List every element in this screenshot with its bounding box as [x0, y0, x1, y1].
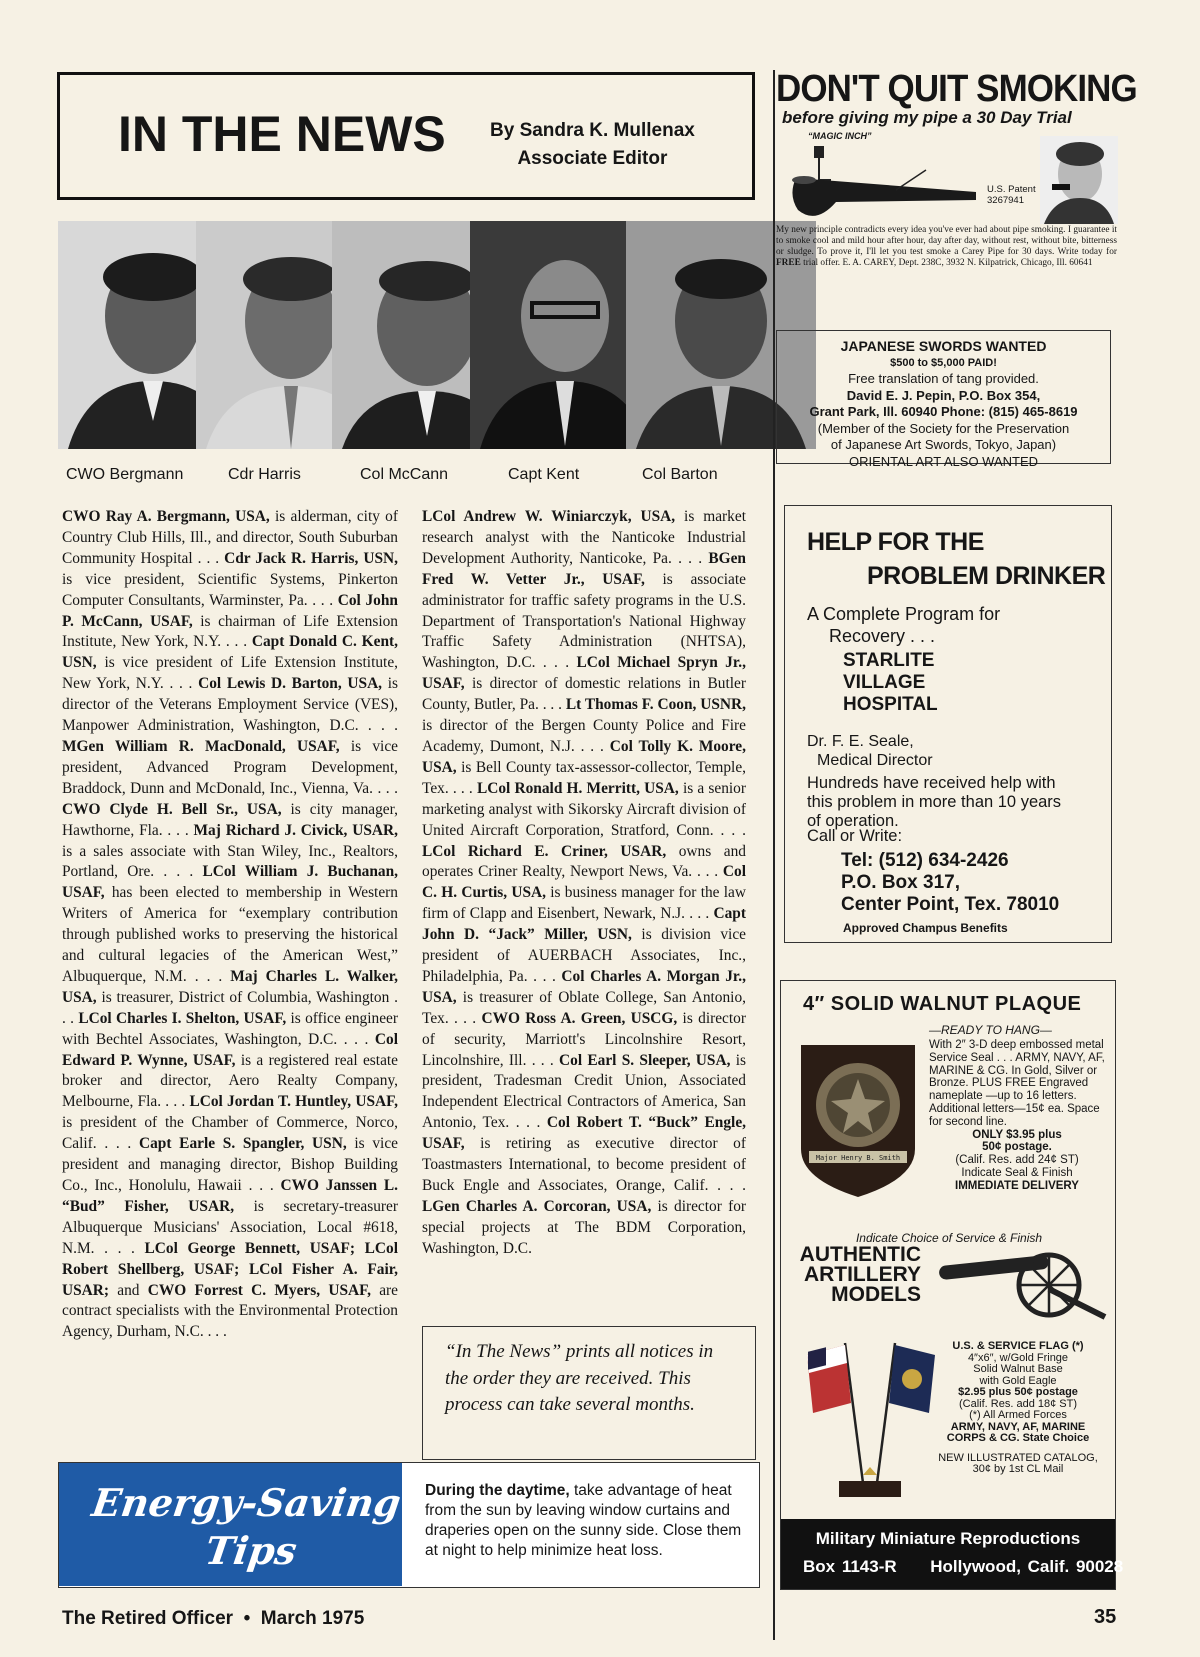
drinker-ad-doctor: Dr. F. E. Seale, [807, 733, 914, 750]
plaque-indicate: Indicate Seal & Finish [961, 1166, 1073, 1179]
news-item-text: is director for special projects at The BDM Corporation, Washington, D.C. [422, 1197, 747, 1257]
news-column-1 [62, 507, 398, 1343]
energy-tips-title [82, 1479, 403, 1575]
caption-barton: Col Barton [642, 466, 718, 483]
news-item-name: Maj Charles L. Walker, USA, [62, 967, 398, 1006]
swords-ad-line4: (Member of the Society for the Preservation [817, 420, 1070, 436]
swords-ad-line6: ORIENTAL ART ALSO WANTED [848, 453, 1039, 469]
news-item-text: has been elected to membership in Western Writers of America for “exemplary contribution through published works to preserving the historical and cultural legacies of the American West,” Albuquerque, N.M. . . . [62, 884, 398, 985]
byline [490, 117, 695, 173]
swords-ad-price: $500 to $5,000 PAID! [890, 356, 997, 369]
swords-ad [776, 330, 1111, 469]
plaque-ad [780, 980, 1124, 1590]
swords-ad-line1: Free translation of tang provided. [848, 371, 1039, 386]
artillery-line1: AUTHENTIC [799, 1243, 921, 1266]
energy-title-line2: Tips [202, 1528, 300, 1573]
plaque-ad-title: 4″ SOLID WALNUT PLAQUE [803, 993, 1082, 1015]
drinker-ad-phone: Tel: (512) 634-2426 [841, 850, 1009, 871]
news-item-name: Col John P. McCann, USAF, [62, 591, 398, 630]
plaque-choice: Indicate Choice of Service & Finish [855, 1231, 1043, 1245]
news-item-text: is Bell County tax-assessor-collector, Temple, Tex. . . . [422, 758, 746, 797]
caption-bergmann: CWO Bergmann [66, 466, 184, 483]
smoking-ad-subtitle: before giving my pipe a 30 Day Trial [782, 108, 1072, 127]
swords-ad-title: JAPANESE SWORDS WANTED [840, 338, 1047, 354]
plaque-postage: 50¢ postage. [982, 1141, 1052, 1154]
patent-line2: 3267941 [987, 195, 1024, 206]
news-item-name: LCol Michael Spryn Jr., USAF, [422, 654, 746, 693]
swords-ad-line2: David E. J. Pepin, P.O. Box 354, [846, 387, 1041, 403]
news-item-text: is treasurer of Oblate College, San Antonio, Tex. . . . [422, 988, 746, 1027]
drinker-ad-pobox: P.O. Box 317, [841, 872, 960, 893]
news-item-name: Col Robert T. “Buck” Engle, USAF, [422, 1114, 746, 1153]
drinker-ad-claim-line1: Hundreds have received help with [807, 774, 1056, 792]
news-item-text: are contract specialists with the Environmental Protection Agency, Durham, N.C. . . . [62, 1281, 398, 1341]
news-item-name: LCol Richard E. Criner, USAR, [422, 842, 667, 860]
flags-icon [795, 1333, 945, 1503]
drinker-ad-claim-line3: of operation. [807, 812, 899, 830]
flag-line: ARMY, NAVY, AF, MARINE [950, 1420, 1086, 1433]
news-item-text: is city manager, Hawthorne, Fla. . . . [62, 800, 398, 839]
flag-line: (Calif. Res. add 18¢ ST) [959, 1397, 1077, 1410]
plaque-tax: (Calif. Res. add 24¢ ST) [955, 1154, 1079, 1167]
drinker-ad-champus: Approved Champus Benefits [843, 921, 1008, 935]
news-item-text: is treasurer, District of Columbia, Washington . . . [62, 988, 398, 1027]
news-item-name: Capt John D. “Jack” Miller, USN, [422, 905, 746, 944]
news-item-name: BGen Fred W. Vetter Jr., USAF, [422, 549, 746, 588]
swords-ad-line5: of Japanese Art Swords, Tokyo, Japan) [830, 437, 1057, 452]
news-item-name: Maj Richard J. Civick, USAR, [193, 821, 399, 839]
flag-line: CORPS & CG. State Choice [946, 1432, 1090, 1444]
news-item-name: LCol Andrew W. Winiarczyk, USA, [422, 508, 676, 525]
hospital-name-line1: STARLITE [843, 650, 935, 671]
flag-line: with Gold Eagle [979, 1374, 1057, 1387]
news-item-name: Col Lewis D. Barton, USA, [198, 675, 383, 693]
news-item-name: LCol Ronald H. Merritt, USA, [476, 779, 679, 797]
news-item-name: Col Charles A. Morgan Jr., USA, [422, 967, 747, 1006]
plaque-delivery: IMMEDIATE DELIVERY [955, 1179, 1079, 1192]
artillery-line2: ARTILLERY [803, 1263, 921, 1286]
news-item-name: Capt Donald C. Kent, USN, [62, 633, 398, 672]
news-item-text: is vice president of Life Extension Institute, New York, N.Y. . . . [62, 654, 398, 693]
news-item-text: is president, Tradesman Credit Union, Associated Independent Electrical Contractors of America, San Antonio, Tex. . . . [422, 1051, 746, 1132]
caption-kent: Capt Kent [508, 466, 580, 483]
plaque-ad-ready: —READY TO HANG— [929, 1023, 1052, 1037]
flag-line: (*) All Armed Forces [969, 1409, 1067, 1421]
drinker-ad-claim-line2: this problem in more than 10 years [807, 793, 1062, 811]
news-item-name: LGen Charles A. Corcoran, USA, [422, 1197, 652, 1215]
flag-line: Solid Walnut Base [973, 1363, 1063, 1375]
drinker-ad-city: Center Point, Tex. 78010 [841, 894, 1060, 915]
news-item-text: is vice president and managing director, Bishop Building Co., Inc., Honolulu, Hawaii . . . [62, 1135, 398, 1194]
news-item-text: is market research analyst with the Nanticoke Industrial Development Authority, Nanticoke, Pa. . . . [422, 508, 746, 567]
news-item-name: Col Earl S. Sleeper, USA, [559, 1051, 731, 1069]
energy-tips-banner [59, 1463, 402, 1586]
plaque-footer-address: Box 1143-R Hollywood, Calif. 90028 [803, 1557, 1124, 1576]
section-logo: IN THE NEWS [118, 106, 446, 162]
news-item-text: is division vice president of AUERBACH Associates, Inc., Philadelphia, Pa. . . . [422, 926, 747, 985]
news-item-text: is vice president, Advanced Program Development, Braddock, Dunn and McDonald, Inc., Vienna, Va. . . . [62, 737, 398, 797]
news-item-text: is director of the Veterans Employment Service (VES), Manpower Administration, Washington, D.C. . . . [62, 675, 398, 735]
cannon-icon [929, 1239, 1109, 1321]
news-item-name: LCol William J. Buchanan, USAF, [62, 863, 399, 902]
news-item-text: and [109, 1281, 148, 1299]
news-item-name: Col Edward P. Wynne, USAF, [62, 1030, 398, 1069]
caption-harris: Cdr Harris [228, 466, 301, 483]
flag-line: 30¢ by 1st CL Mail [972, 1463, 1064, 1475]
news-item-name: CWO Ray A. Bergmann, USA, [62, 508, 270, 525]
drinker-ad-doctor-title: Medical Director [817, 752, 933, 769]
swords-ad-line3: Grant Park, Ill. 60940 Phone: (815) 465-8619 [809, 404, 1078, 419]
drinker-ad-claim [807, 774, 1061, 831]
news-item-name: LCol Charles I. Shelton, USAF, [78, 1009, 287, 1027]
plaque-footer-company: Military Miniature Reproductions [815, 1529, 1081, 1548]
flag-line: U.S. & SERVICE FLAG (*) [952, 1340, 1084, 1352]
energy-title-line1: Energy-Saving [89, 1480, 404, 1525]
drinker-ad-heading1: HELP FOR THE [807, 528, 984, 556]
column-divider [773, 70, 775, 1640]
smoking-ad-title: DON'T QUIT SMOKING [776, 68, 1137, 110]
plaque-shield-icon [793, 1039, 923, 1199]
news-item-name: Cdr Jack R. Harris, USN, [224, 549, 398, 567]
news-item-text: is president of the Chamber of Commerce, Norco, Calif. . . . [62, 1114, 398, 1153]
news-item-name: CWO Ross A. Green, USCG, [481, 1009, 678, 1027]
publication-footer: The Retired Officer • March 1975 [62, 1608, 365, 1629]
smoking-ad-text-b: trial offer. E. A. CAREY, Dept. 238C, 3932 N. Kilpatrick, Chicago, Ill. 60641 [800, 258, 1093, 268]
drinker-ad-call: Call or Write: [807, 827, 903, 845]
news-item-name: CWO Janssen L. “Bud” Fisher, USAR, [62, 1177, 399, 1215]
news-item-text: is office engineer with Bechtel Associates, Washington, D.C. . . . [62, 1009, 398, 1048]
notice-box: “In The News” prints all notices in the order they are received. This process can take several months. [422, 1326, 756, 1460]
news-item-text: is a sales associate with Stan Wiley, Inc., Realtors, Portland, Ore. . . . [62, 842, 398, 881]
news-item-text: is chairman of Life Extension Institute, New York, N.Y. . . . [62, 612, 398, 651]
energy-tips-body: take advantage of heat from the sun by leaving window curtains and draperies open on the sunny side. Close them at night to help minimize heat loss. [425, 1482, 742, 1559]
smoking-ad-text-a: My new principle contradicts every idea you've ever had about pipe smoking. I guarantee it to smoke cool and mild hour after hour, day after day, without rest, without bite, bitterness or sludge. To prove it, I'll let you test smoke a Carey Pipe for 30 days. Write today for [776, 225, 1117, 257]
energy-tips-box [58, 1462, 760, 1588]
flag-line: $2.95 plus 50¢ postage [958, 1386, 1078, 1398]
news-item-name: MGen William R. MacDonald, USAF, [62, 737, 340, 755]
news-item-text: is associate administrator for traffic safety programs in the U.S. Department of Transportation's National Highway Traffic Safety Administration (NHTSA), Washington, D.C. . . . [422, 570, 746, 672]
news-item-text: is business manager for the law firm of Clapp and Eisenbert, Newark, N.J. . . . [422, 884, 746, 923]
news-item-name: LCol Jordan T. Huntley, USAF, [189, 1093, 398, 1111]
page-number: 35 [1094, 1606, 1117, 1628]
smoker-portrait [1040, 136, 1118, 224]
hospital-name-line3: HOSPITAL [843, 694, 938, 715]
news-item-text: is vice president, Scientific Systems, Pinkerton Computer Consultants, Warminster, Pa. . . . [62, 570, 398, 609]
drinker-ad-program: A Complete Program for [807, 604, 1001, 624]
plaque-desc: With 2″ 3-D deep embossed metal Service Seal . . . ARMY, NAVY, AF, MARINE & CG. In Gold, Silver or Bronze. PLUS FREE Engraved nameplate —up to 16 letters. Additional letters—15¢ ea. Space for second line. [929, 1039, 1105, 1128]
smoking-ad-text [776, 225, 1117, 269]
news-item-text: owns and operates Criner Realty, Newport News, Va. . . . [422, 842, 746, 881]
news-item-name: CWO Forrest C. Myers, USAF, [147, 1281, 371, 1299]
news-item-text: is director of domestic relations in Butler County, Butler, Pa. . . . [422, 675, 746, 714]
news-item-name: Col Tolly K. Moore, USA, [422, 737, 746, 776]
news-item-name: Lt Thomas F. Coon, USNR, [565, 696, 746, 714]
author-role: Associate Editor [517, 148, 668, 169]
drinker-ad-recovery: Recovery . . . [829, 626, 936, 646]
news-item-name: CWO Clyde H. Bell Sr., USA, [62, 800, 282, 818]
plaque-price: ONLY $3.95 plus [972, 1128, 1062, 1141]
pipe-icon [776, 140, 996, 225]
author-name: By Sandra K. Mullenax [490, 120, 695, 141]
hospital-name-line2: VILLAGE [843, 672, 926, 693]
artillery-line3: MODELS [831, 1283, 921, 1306]
plaque-ad-footer [781, 1519, 1124, 1589]
drinker-ad-heading2: PROBLEM DRINKER [867, 562, 1106, 590]
patent-label [987, 184, 1036, 206]
artillery-title [797, 1245, 921, 1305]
plaque-nameplate: Major Henry B. Smith [815, 1154, 901, 1162]
news-item-text: is a registered real estate broker and director, Aero Realty Company, Melbourne, Fla. . . . [62, 1051, 399, 1111]
flag-ad-text [929, 1341, 1107, 1476]
news-item-text: is secretary-treasurer Albuquerque Musicians' Association, Local #618, N.M. . . . [62, 1197, 398, 1257]
smoking-ad-free: FREE [776, 258, 801, 268]
flag-line: 4″x6″, w/Gold Fringe [967, 1351, 1069, 1364]
caption-mccann: Col McCann [360, 466, 449, 483]
flag-line: NEW ILLUSTRATED CATALOG, [938, 1451, 1098, 1464]
news-item-text: is director of the Bergen County Police and Fire Academy, Dumont, N.J. . . . [422, 717, 746, 755]
news-item-name: Col C. H. Curtis, USA, [422, 863, 746, 902]
news-item-text: is retiring as executive director of Toastmasters International, to become president of Buck Engle and Associates, Orange, Calif. . . . [422, 1135, 746, 1194]
drinker-ad [784, 505, 1112, 943]
news-item-text: is director of security, Marriott's Lincolnshire Resort, Lincolnshire, Ill. . . . [422, 1009, 746, 1069]
news-item-text: is alderman, city of Country Club Hills, Ill., and director, South Suburban Community Hospital . . . [62, 508, 398, 567]
plaque-ad-description [929, 1039, 1105, 1193]
energy-tips-lead: During the daytime, [425, 1482, 570, 1499]
energy-tips-text [425, 1481, 747, 1561]
header-box [57, 72, 755, 200]
news-item-name: LCol George Bennett, USAF; LCol Robert Shellberg, USAF; LCol Fisher A. Fair, USAR; [62, 1239, 398, 1299]
news-item-text: is a senior marketing analyst with Sikorsky Aircraft division of United Aircraft Corporation, Stratford, Conn. . . . [422, 779, 746, 839]
patent-line1: U.S. Patent [987, 184, 1036, 195]
news-item-name: Capt Earle S. Spangler, USN, [138, 1135, 347, 1153]
news-column-2 [422, 507, 746, 1260]
magic-inch-label: “MAGIC INCH” [808, 131, 872, 141]
